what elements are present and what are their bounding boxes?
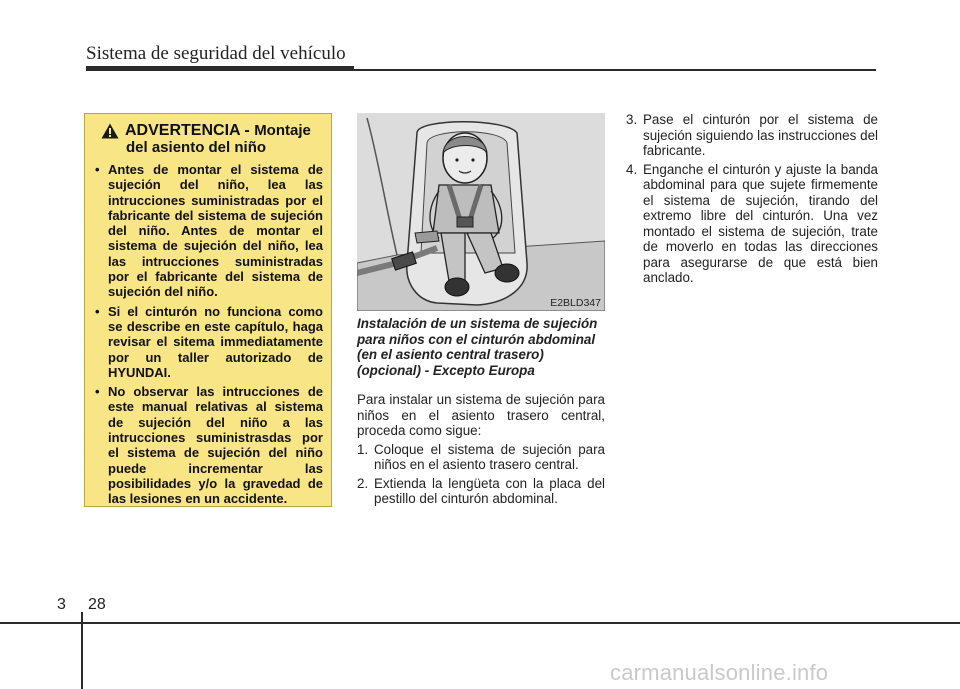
warning-box <box>84 113 332 507</box>
section-title: Instalación de un sistema de sujeción para niños con el cinturón abdominal (en el asiento central trasero) (opcional) - Excepto Europa <box>357 316 598 378</box>
header-rule-thick <box>86 66 354 71</box>
warning-title <box>125 122 311 139</box>
warning-label: ADVERTENCIA <box>125 122 240 139</box>
step-text: Coloque el sistema de sujeción para niños en el asiento trasero central. <box>374 441 605 472</box>
step-item <box>357 476 605 507</box>
warning-item: • Si el cinturón no funciona como se describe en este capítulo, haga revisar el sitema immediatamente por un taller autorizado de HYUNDAI. <box>93 304 323 380</box>
step-number: 4. <box>626 161 638 177</box>
footer-divider <box>81 612 83 689</box>
figure-code: E2BLD347 <box>550 297 601 309</box>
child-seat-drawing <box>357 113 605 311</box>
step-item <box>626 112 878 159</box>
step-item <box>626 162 878 286</box>
step-text: Pase el cinturón por el sistema de sujeción siguiendo las instrucciones del fabricante. <box>643 112 878 158</box>
step-number: 3. <box>626 112 638 127</box>
step-text: Enganche el cinturón y ajuste la banda abdominal para que sujete firmemente el sistema de sujeción, tirando del extremo libre del cinturón. Una vez montado el sistema de sujeción, trate de moverlo en todas las direcciones para asegurarse de que está bien anclado. <box>643 161 878 285</box>
warning-separator: - <box>239 122 255 139</box>
step-number: 2. <box>357 475 369 491</box>
page-header-title: Sistema de seguridad del vehículo <box>86 43 346 64</box>
step-number: 1. <box>357 441 369 457</box>
warning-heading-rest: Montaje <box>254 122 311 139</box>
footer-rule <box>0 622 960 624</box>
steps-list-left <box>357 442 605 507</box>
chapter-number: 3 <box>57 596 66 613</box>
instructions-column-right <box>626 112 878 289</box>
warning-subtitle: del asiento del niño <box>126 139 267 156</box>
section-intro: Para instalar un sistema de sujeción para niños en el asiento trasero central, proceda como sigue: <box>357 392 605 438</box>
page-number: 28 <box>88 596 106 613</box>
warning-item: • No observar las intrucciones de este manual relativas al sistema de sujeción del niño a las intrucciones suministrasdas por el sistema de sujeción del niño puede incrementar las posibilidades y/o la gravedad de las lesiones en un accidente. <box>93 384 323 506</box>
warning-list <box>93 162 323 507</box>
warning-heading <box>93 122 323 139</box>
header-rule-thin <box>354 69 876 71</box>
warning-item: • Antes de montar el sistema de sujeción del niño, lea las intrucciones suministradas por el fabricante del sistema de sujeción del niño. Antes de montar el sistema de sujeción del niño, lea las intrucciones suministradas por el fabricante del sistema de sujeción del niño. <box>93 162 323 300</box>
watermark: carmanualsonline.info <box>610 660 829 685</box>
warning-triangle-icon <box>101 123 119 139</box>
child-seat-illustration <box>357 113 605 311</box>
instructions-column-middle <box>357 316 605 510</box>
step-item <box>357 442 605 473</box>
step-text: Extienda la lengüeta con la placa del pestillo del cinturón abdominal. <box>374 475 605 506</box>
steps-list-right <box>626 112 878 286</box>
